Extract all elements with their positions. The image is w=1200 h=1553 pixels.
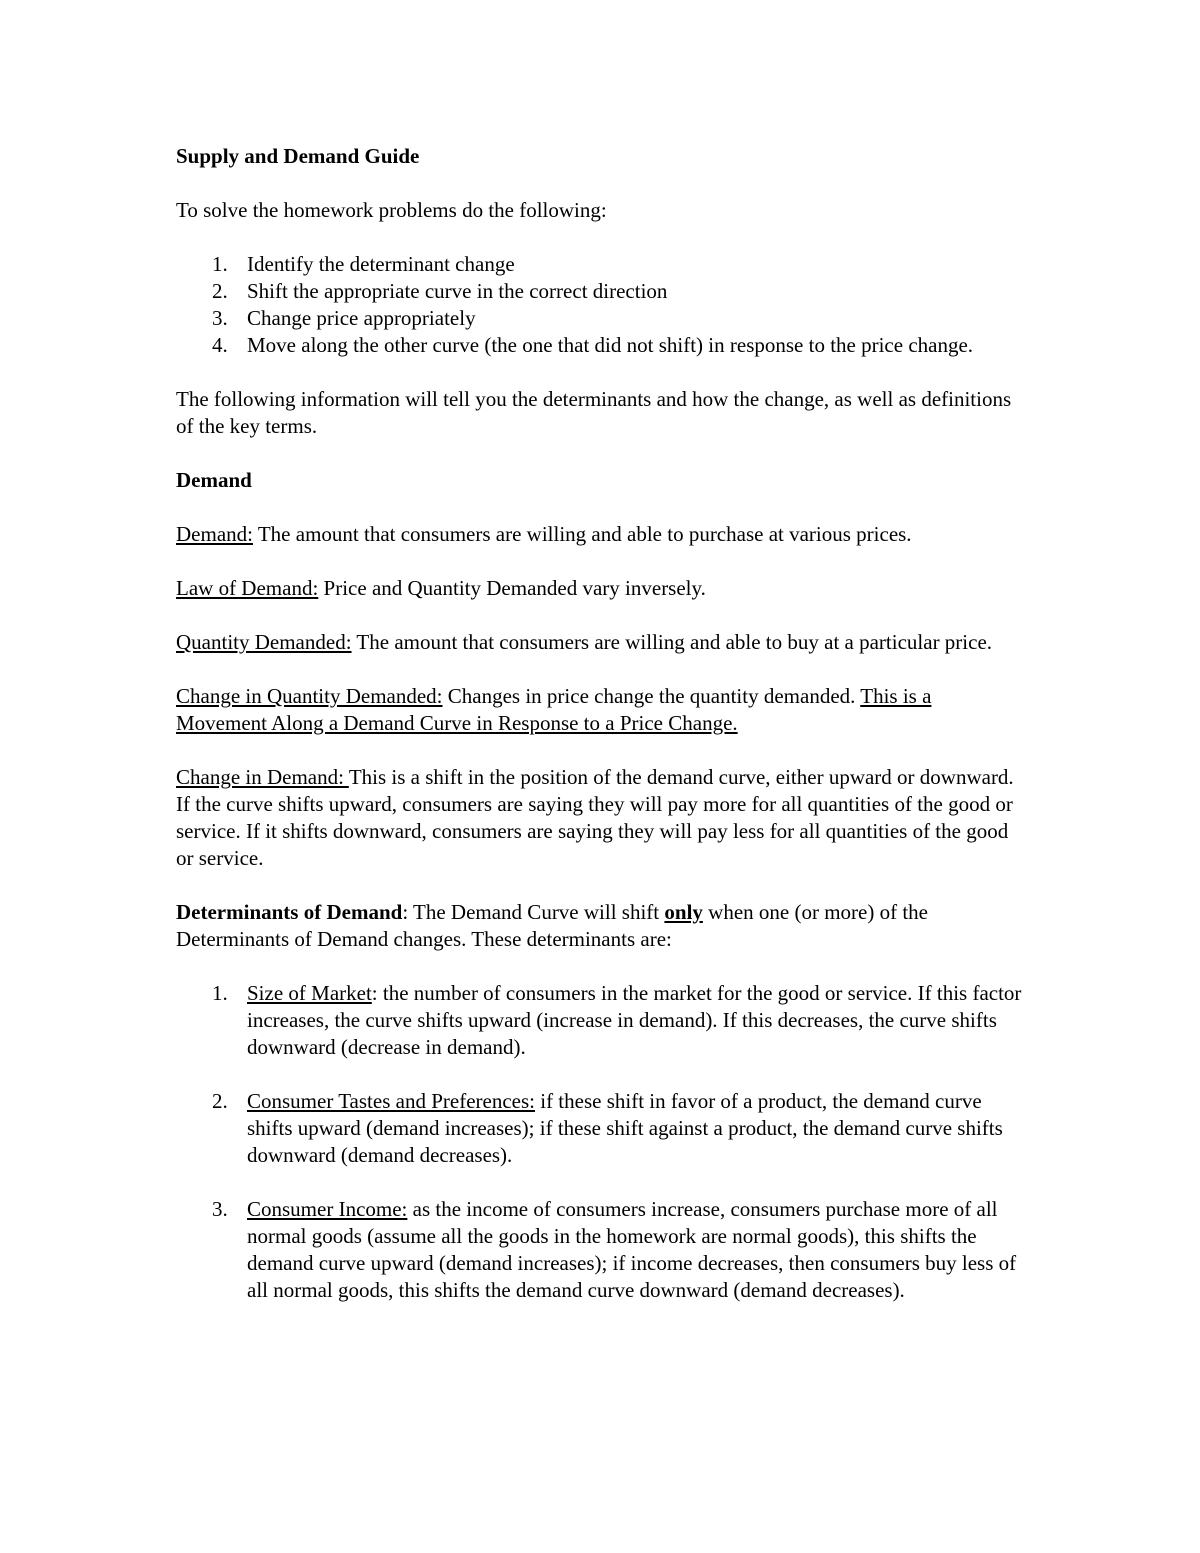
determinants-intro bbox=[176, 899, 1026, 953]
determinants-term: Determinants of Demand bbox=[176, 900, 403, 924]
definition-change-in-quantity-demanded bbox=[176, 683, 1026, 737]
step-text: Identify the determinant change bbox=[247, 252, 515, 276]
intro-paragraph: To solve the homework problems do the following: bbox=[176, 198, 607, 222]
determinants-text-after: when one (or more) of the Determinants of Demand changes. These determinants are: bbox=[176, 900, 928, 951]
determinant-number: 3. bbox=[212, 1197, 228, 1221]
determinant-item-consumer-income bbox=[176, 1196, 1026, 1304]
determinant-item-size-of-market bbox=[176, 980, 1026, 1061]
step-item bbox=[176, 251, 1026, 278]
determinant-term: Consumer Income: bbox=[247, 1197, 408, 1221]
definition-term: Law of Demand: bbox=[176, 576, 319, 600]
definition-text: The amount that consumers are willing and able to purchase at various prices. bbox=[252, 522, 912, 546]
step-text: Shift the appropriate curve in the correct direction bbox=[247, 279, 668, 303]
document-title: Supply and Demand Guide bbox=[176, 144, 420, 168]
definition-term: Change in Demand: bbox=[176, 765, 349, 789]
definition-term: Demand: bbox=[176, 522, 253, 546]
step-number: 2. bbox=[212, 279, 228, 303]
step-item bbox=[176, 305, 1026, 332]
determinant-number: 2. bbox=[212, 1089, 228, 1113]
document-body bbox=[176, 143, 1026, 1331]
definition-text: Changes in price change the quantity demanded. bbox=[442, 684, 861, 708]
definition-emphasis: This is a Movement Along a Demand Curve in Response to a Price Change. bbox=[176, 684, 932, 735]
determinant-term: Consumer Tastes and Preferences: bbox=[247, 1089, 535, 1113]
step-text: Change price appropriately bbox=[247, 306, 476, 330]
determinant-term: Size of Market bbox=[247, 981, 372, 1005]
info-paragraph: The following information will tell you the determinants and how the change, as well as definitions of the key terms. bbox=[176, 387, 1012, 438]
step-item bbox=[176, 278, 1026, 305]
step-number: 3. bbox=[212, 306, 228, 330]
definition-demand bbox=[176, 521, 1026, 548]
definition-term: Quantity Demanded: bbox=[176, 630, 352, 654]
definition-text: This is a shift in the position of the demand curve, either upward or downward. If the curve shifts upward, consumers are saying they will pay more for all quantities of the good or service. If it shifts downward, consumers are saying they will pay less for all quantities of the good or service. bbox=[176, 765, 1014, 870]
determinant-text: as the income of consumers increase, consumers purchase more of all normal goods (assume all the goods in the homework are normal goods), this shifts the demand curve upward (demand increases); if income decreases, then consumers buy less of all normal goods, this shifts the demand curve downward (demand decreases). bbox=[247, 1197, 1017, 1302]
determinant-text: if these shift in favor of a product, the demand curve shifts upward (demand increases); if these shift against a product, the demand curve shifts downward (demand decreases). bbox=[247, 1089, 1003, 1167]
determinant-item-tastes-preferences bbox=[176, 1088, 1026, 1169]
definition-text: Price and Quantity Demanded vary inversely. bbox=[318, 576, 706, 600]
step-number: 4. bbox=[212, 333, 228, 357]
definition-term: Change in Quantity Demanded: bbox=[176, 684, 443, 708]
definition-quantity-demanded bbox=[176, 629, 1026, 656]
determinants-text-before: : The Demand Curve will shift bbox=[402, 900, 665, 924]
determinants-emphasis: only bbox=[664, 900, 703, 924]
step-item bbox=[176, 332, 1026, 359]
steps-list bbox=[176, 251, 1026, 359]
step-text: Move along the other curve (the one that did not shift) in response to the price change. bbox=[247, 333, 974, 357]
determinants-list bbox=[176, 980, 1026, 1304]
step-number: 1. bbox=[212, 252, 228, 276]
determinant-number: 1. bbox=[212, 981, 228, 1005]
definition-change-in-demand bbox=[176, 764, 1026, 872]
definition-text: The amount that consumers are willing and able to buy at a particular price. bbox=[351, 630, 993, 654]
definition-law-of-demand bbox=[176, 575, 1026, 602]
determinant-text: : the number of consumers in the market for the good or service. If this factor increases, the curve shifts upward (increase in demand). If this decreases, the curve shifts downward (decrease in demand). bbox=[247, 981, 1022, 1059]
section-heading-demand: Demand bbox=[176, 468, 252, 492]
